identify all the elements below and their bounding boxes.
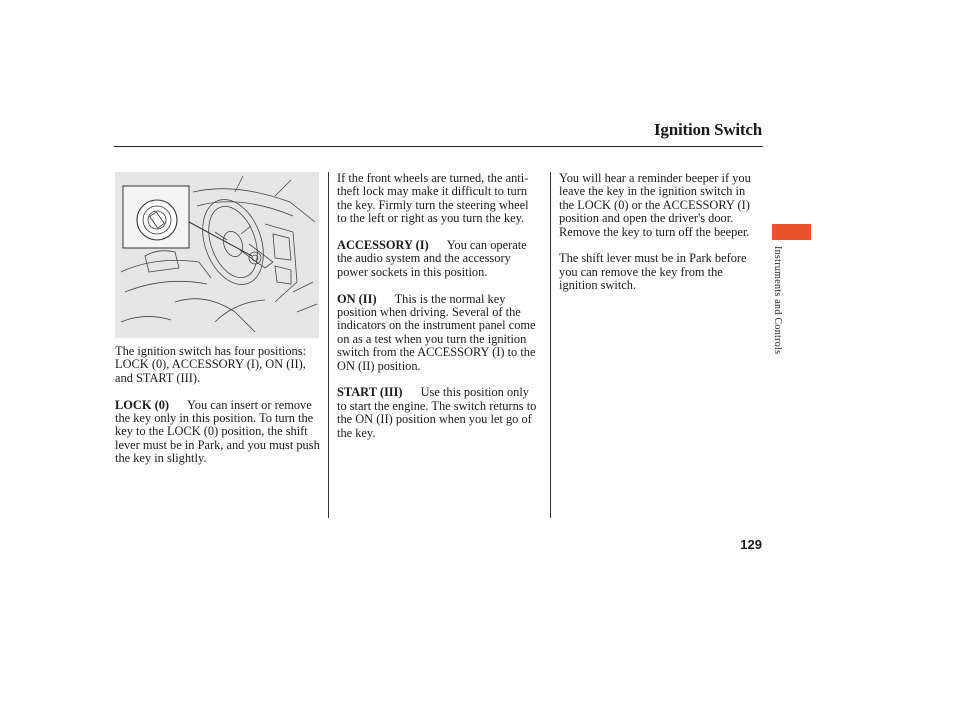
lock-heading: LOCK (0) — [115, 397, 170, 412]
start-text: Use this position only to start the engine. The switch returns to the ON (II) position when you let go of the key. — [337, 385, 537, 440]
lock-text: You can insert or remove the key only in this position. To turn the key to the LOCK (0) position, the shift lever must be in Park, and you must push the key in slightly. — [115, 397, 320, 466]
column-divider — [328, 172, 329, 518]
on-text: This is the normal key position when driving. Several of the indicators on the instrument panel come on as a test when you turn the ignition switch from the ACCESSORY (I) to the ON (II) position. — [337, 291, 536, 373]
start-section — [337, 386, 540, 440]
on-heading: ON (II) — [337, 291, 377, 306]
lock-section — [115, 399, 321, 466]
section-tab — [772, 224, 811, 240]
shift-text: The shift lever must be in Park before you can remove the key from the ignition switch. — [559, 251, 747, 293]
column-divider — [550, 172, 551, 518]
start-heading: START (III) — [337, 385, 403, 400]
ignition-switch-illustration — [115, 172, 319, 338]
section-side-label: Instruments and Controls — [772, 246, 783, 355]
column-3 — [559, 172, 761, 306]
column-1 — [115, 345, 321, 479]
accessory-section — [337, 239, 540, 279]
header-rule — [114, 146, 763, 147]
page-number: 129 — [740, 537, 762, 552]
beeper-text: You will hear a reminder beeper if you leave the key in the ignition switch in the LOCK (0) or the ACCESSORY (I) position and open the driver's door. Remove the key to turn off the beeper. — [559, 171, 751, 239]
antitheft-text: If the front wheels are turned, the anti-theft lock may make it difficult to turn the key. Firmly turn the steering wheel to the left or right as you turn the key. — [337, 171, 529, 226]
accessory-text: You can operate the audio system and the accessory power sockets in this position. — [337, 238, 527, 279]
intro-text: The ignition switch has four positions: LOCK (0), ACCESSORY (I), ON (II), and START (III). — [115, 344, 307, 385]
accessory-heading: ACCESSORY (I) — [337, 238, 429, 253]
page-title: Ignition Switch — [654, 120, 762, 139]
column-2 — [337, 172, 540, 453]
on-section — [337, 293, 540, 373]
ignition-switch-dashboard-icon — [115, 172, 319, 338]
